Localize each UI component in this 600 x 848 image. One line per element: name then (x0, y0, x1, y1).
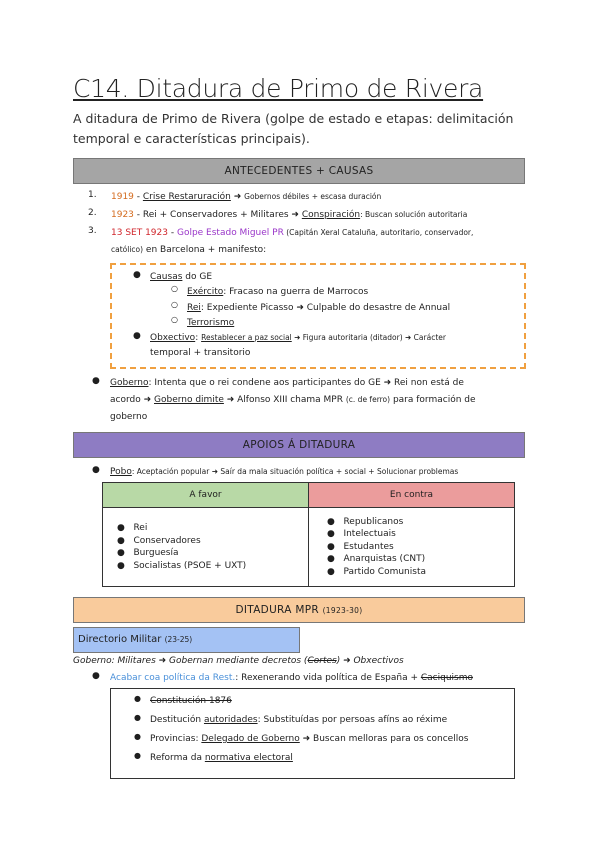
bullet-circle: ○ (171, 315, 178, 324)
page-subtitle: A ditadura de Primo de Rivera (golpe de estado e etapas: delimitación temporal e características principais). (73, 111, 514, 146)
bullet-dot: ● (133, 331, 141, 341)
list-item: ● Conservadores (117, 535, 201, 546)
measure-provincias: Provincias: Delegado de Goberno ➜ Buscan melloras para os concellos (150, 734, 469, 744)
bullet-dot: ● (92, 376, 100, 386)
antecedente-item-3: 13 SET 1923 - Golpe Estado Miguel PR (Capitán Xeral Cataluña, autoritario, conservador, (111, 228, 474, 238)
bullet-circle: ○ (171, 300, 178, 309)
bullet-dot: ● (134, 713, 141, 722)
contra-cell (309, 508, 515, 587)
bullet-dot: ● (134, 732, 141, 741)
bullet-dot: ● (134, 751, 141, 760)
page-title: C14. Ditadura de Primo de Rivera (73, 74, 484, 103)
measure-reforma: Reforma da normativa electoral (150, 753, 293, 763)
measure-constitucion: Constitución 1876 (150, 696, 232, 706)
causa-rei: Rei: Expediente Picasso ➜ Culpable do desastre de Annual (187, 303, 451, 313)
favor-header: A favor (103, 483, 309, 508)
obxectivo-line-2: temporal + transitorio (150, 348, 251, 358)
causa-terrorismo: Terrorismo (187, 318, 235, 328)
list-item: ● Partido Comunista (327, 566, 426, 577)
antecedente-item-2: 1923 - Rei + Conservadores + Militares ➜ Conspiración: Buscan solución autoritaria (111, 210, 468, 220)
bullet-dot: ● (133, 270, 141, 280)
measure-destitucion: Destitución autoridades: Substituídas por persoas afíns ao réxime (150, 715, 448, 725)
list-item: ● Estudantes (327, 541, 394, 552)
causa-exercito: Exército: Fracaso na guerra de Marrocos (187, 287, 369, 297)
apoios-table (102, 482, 515, 587)
list-item: ● Rei (117, 523, 148, 533)
favor-cell (103, 508, 309, 587)
contra-header: En contra (309, 483, 515, 508)
section-ditadura-header: DITADURA MPR (1923-30) (73, 597, 525, 623)
antecedente-item-1: 1919 - Crise Restaruración ➜ Gobernos débiles + escasa duración (111, 192, 382, 202)
pobo-line: Pobo: Aceptación popular ➜ Saír da mala situación política + social + Solucionar problemas (110, 467, 459, 477)
list-item: ● Intelectuais (327, 529, 396, 540)
directorio-header: Directorio Militar (23-25) (73, 627, 300, 653)
bullet-dot: ● (134, 694, 141, 703)
section-apoios-header: APOIOS Á DITADURA (73, 432, 525, 458)
causas-line: Causas do GE (150, 272, 213, 282)
antecedente-item-3-cont: católico) en Barcelona + manifesto: (111, 245, 267, 255)
list-number: 1. (88, 190, 97, 200)
list-number: 2. (88, 208, 97, 218)
goberno-line-2: acordo ➜ Goberno dimite ➜ Alfonso XIII chama MPR (c. de ferro) para formación de (110, 395, 476, 405)
bullet-dot: ● (92, 465, 100, 475)
list-item: ● Anarquistas (CNT) (327, 554, 426, 565)
bullet-dot: ● (92, 671, 100, 681)
list-item: ● Republicanos (327, 516, 404, 527)
goberno-line: Goberno: Intenta que o rei condene aos participantes do GE ➜ Rei non está de (110, 378, 464, 388)
acabar-line: Acabar coa política da Rest.: Rexenerando vida política de España + Caciquismo (110, 673, 473, 683)
list-item: ● Socialistas (PSOE + UXT) (117, 560, 247, 571)
obxectivo-line: Obxectivo: Restablecer a paz social ➜ Figura autoritaria (ditador) ➜ Carácter (150, 333, 446, 343)
goberno-line-3: goberno (110, 412, 148, 422)
bullet-circle: ○ (171, 284, 178, 293)
ditadura-goberno-line: Goberno: Militares ➜ Gobernan mediante decretos (Cortes) ➜ Obxectivos (73, 656, 404, 666)
list-number: 3. (88, 226, 97, 236)
section-antecedentes-header: ANTECEDENTES + CAUSAS (73, 158, 525, 184)
list-item: ● Burguesía (117, 548, 179, 558)
